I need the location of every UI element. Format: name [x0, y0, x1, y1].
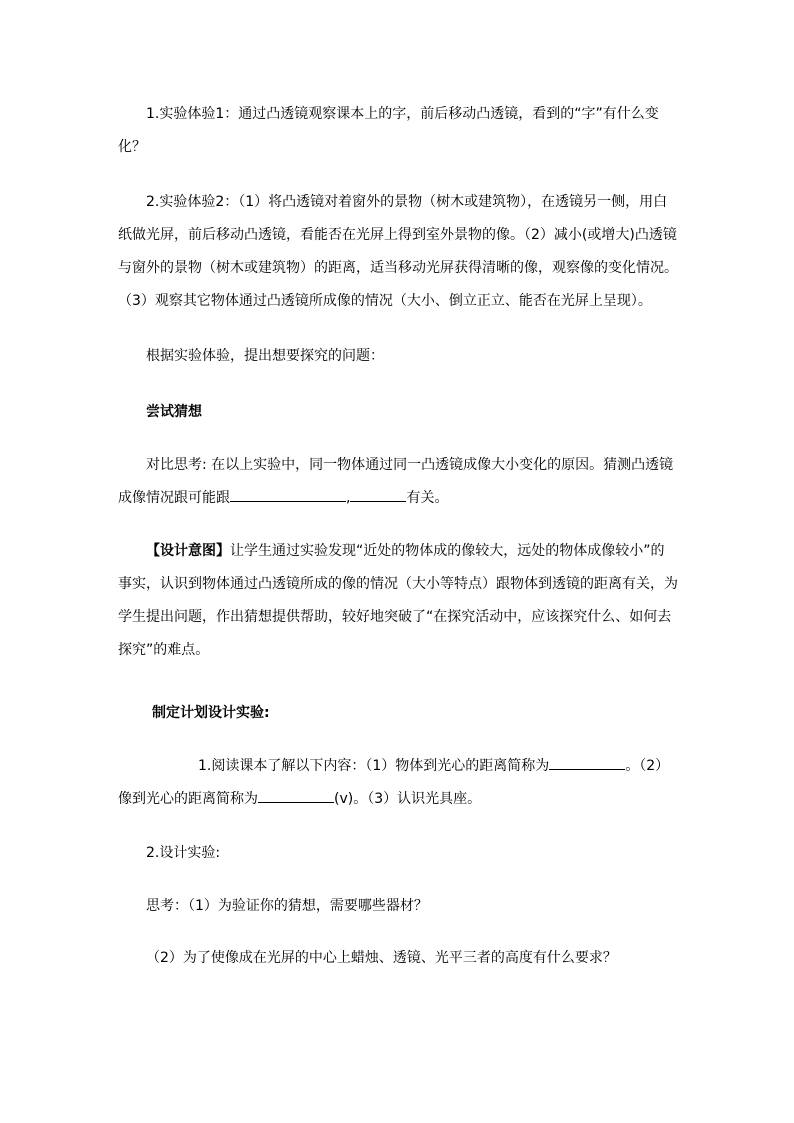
reading-text-c: (v)。（3）认识光具座。	[334, 791, 482, 807]
paragraph-guess	[118, 449, 678, 515]
guess-text-end: 有关。	[406, 490, 449, 506]
paragraph-think-2: （2）为了使像成在光屏的中心上蜡烛、透镜、光平三者的高度有什么要求？	[146, 950, 617, 966]
reading-text-a: 1.阅读课本了解以下内容：（1）物体到光心的距离简称为	[198, 758, 550, 774]
design-intent-text: 让学生通过实验发现“近处的物体成的像较大，远处的物体成像较小”的事实，认识到物体通过凸透镜所成的像的情况（大小等特点）跟物体到透镜的距离有关，为学生提出问题，作出猜想提供帮助，较好地突破了“在探究活动中，应该探究什么、如何去探究”的难点。	[118, 543, 678, 658]
paragraph-experience-2: 2.实验体验2：（1）将凸透镜对着窗外的景物（树木或建筑物），在透镜另一侧，用白纸做光屏，前后移动凸透镜，看能否在光屏上得到室外景物的像。（2）减小(或增大)凸透镜与窗外的景物（树木或建筑物）的距离，适当移动光屏获得清晰的像，观察像的变化情况。（3）观察其它物体通过凸透镜所成像的情况（大小、倒立正立、能否在光屏上呈现）。	[118, 194, 678, 309]
heading-plan: 制定计划设计实验:	[152, 705, 270, 721]
fill-blank-object-distance[interactable]	[549, 754, 625, 770]
guess-separator: ,	[346, 490, 351, 506]
fill-blank-image-distance[interactable]	[258, 787, 334, 803]
paragraph-question-prompt: 根据实验体验，提出想要探究的问题：	[146, 348, 384, 364]
heading-guess: 尝试猜想	[146, 404, 202, 420]
paragraph-reading	[118, 750, 678, 816]
guess-text: 对比思考: 在以上实验中，同一物体通过同一凸透镜成像大小变化的原因。猜测凸透镜成像情况跟可能跟	[118, 457, 674, 506]
paragraph-design-experiment: 2.设计实验:	[146, 845, 221, 861]
fill-blank-1[interactable]	[230, 486, 346, 502]
design-intent-tag: 【设计意图】	[146, 543, 230, 559]
paragraph-design-intent	[118, 535, 678, 667]
paragraph-experience-1: 1.实验体验1：通过凸透镜观察课本上的字，前后移动凸透镜，看到的“字”有什么变化？	[118, 106, 659, 155]
reading-text-b: 。（2）像到光心的距离简称为	[118, 758, 670, 807]
fill-blank-2[interactable]	[350, 486, 406, 502]
paragraph-think-1: 思考：（1）为验证你的猜想，需要哪些器材？	[146, 898, 428, 914]
